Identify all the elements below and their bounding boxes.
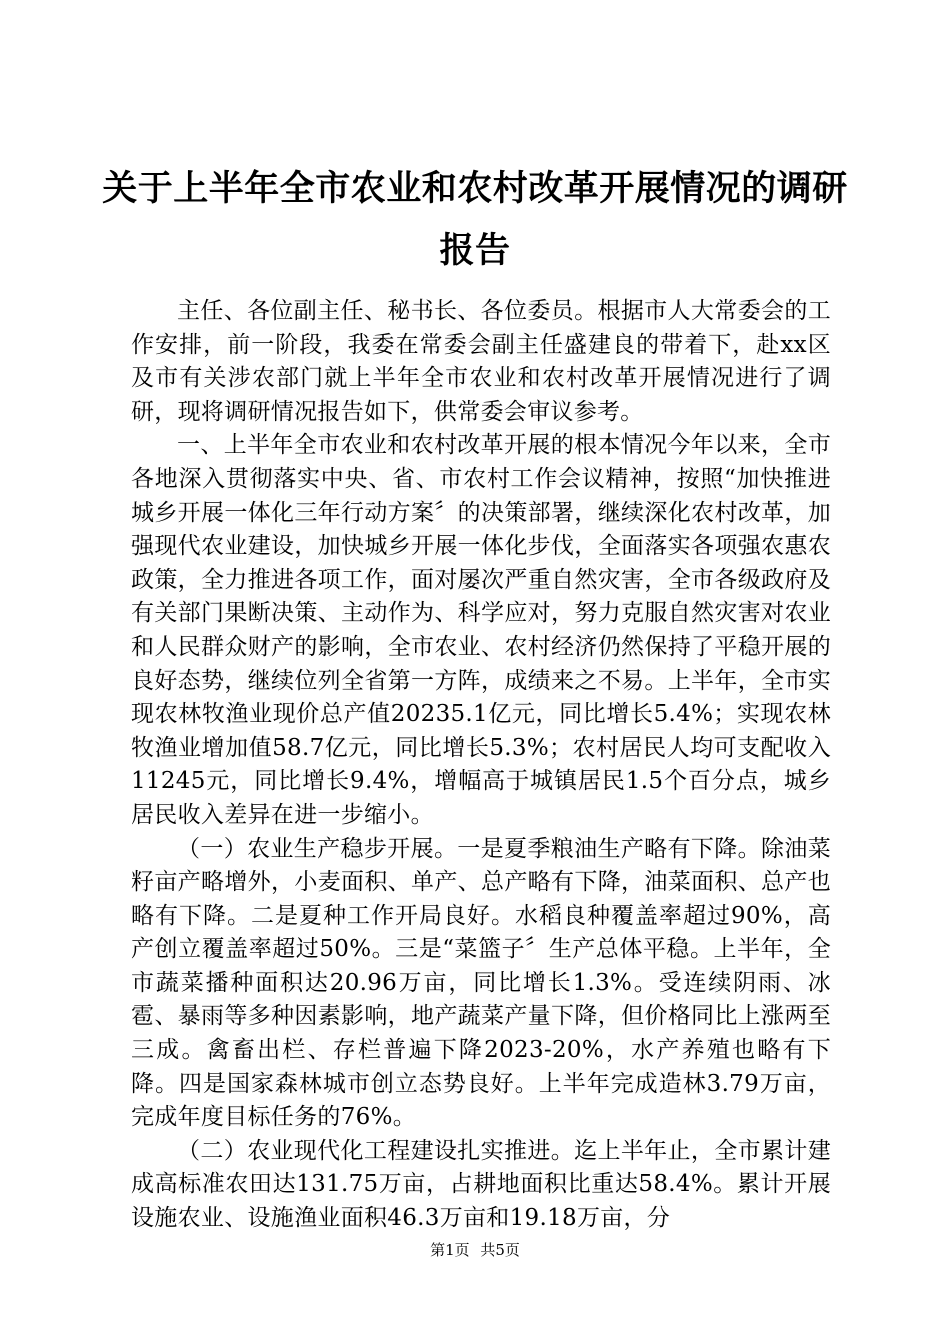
paragraph-modernization: （二）农业现代化工程建设扎实推进。迄上半年止，全市累计建成高标准农田达131.75万亩，占耕地面积比重达58.4%。累计开展设施农业、设施渔业面积46.3万亩和19.18万亩，分 bbox=[131, 1137, 831, 1232]
document-body bbox=[131, 295, 831, 1236]
paragraph-overview: 一、上半年全市农业和农村改革开展的根本情况今年以来，全市各地深入贯彻落实中央、省、市农村工作会议精神，按照“加快推进城乡开展一体化三年行动方案〞的决策部署，继续深化农村改革，加强现代农业建设，加快城乡开展一体化步伐，全面落实各项强农惠农政策，全力推进各项工作，面对屡次严重自然灾害，全市各级政府及有关部门果断决策、主动作为、科学应对，努力克服自然灾害对农业和人民群众财产的影响，全市农业、农村经济仍然保持了平稳开展的良好态势，继续位列全省第一方阵，成绩来之不易。上半年，全市实现农林牧渔业现价总产值20235.1亿元，同比增长5.4%；实现农林牧渔业增加值58.7亿元，同比增长5.3%；农村居民人均可支配收入11245元，同比增长9.4%，增幅高于城镇居民1.5个百分点，城乡居民收入差异在进一步缩小。 bbox=[131, 432, 831, 828]
paragraph-production: （一）农业生产稳步开展。一是夏季粮油生产略有下降。除油菜籽亩产略增外，小麦面积、单产、总产略有下降，油菜面积、总产也略有下降。二是夏种工作开局良好。水稻良种覆盖率超过90%，高产创立覆盖率超过50%。三是“菜篮子〞生产总体平稳。上半年，全市蔬菜播种面积达20.96万亩，同比增长1.3%。受连续阴雨、冰雹、暴雨等多种因素影响，地产蔬菜产量下降，但价格同比上涨两至三成。禽畜出栏、存栏普遍下降2023-20%，水产养殖也略有下降。四是国家森林城市创立态势良好。上半年完成造林3.79万亩，完成年度目标任务的76%。 bbox=[131, 835, 831, 1131]
document-title: 关于上半年全市农业和农村改革开展情况的调研报告 bbox=[102, 169, 848, 271]
page-total: 共5页 bbox=[480, 1241, 520, 1259]
paragraph-intro: 主任、各位副主任、秘书长、各位委员。根据市人大常委会的工作安排，前一阶段，我委在常委会副主任盛建良的带着下，赴xx区及市有关涉农部门就上半年全市农业和农村改革开展情况进行了调研，现将调研情况报告如下，供常委会审议参考。 bbox=[131, 298, 831, 425]
page-footer bbox=[0, 1240, 950, 1260]
page-number: 第1页 bbox=[430, 1241, 470, 1259]
